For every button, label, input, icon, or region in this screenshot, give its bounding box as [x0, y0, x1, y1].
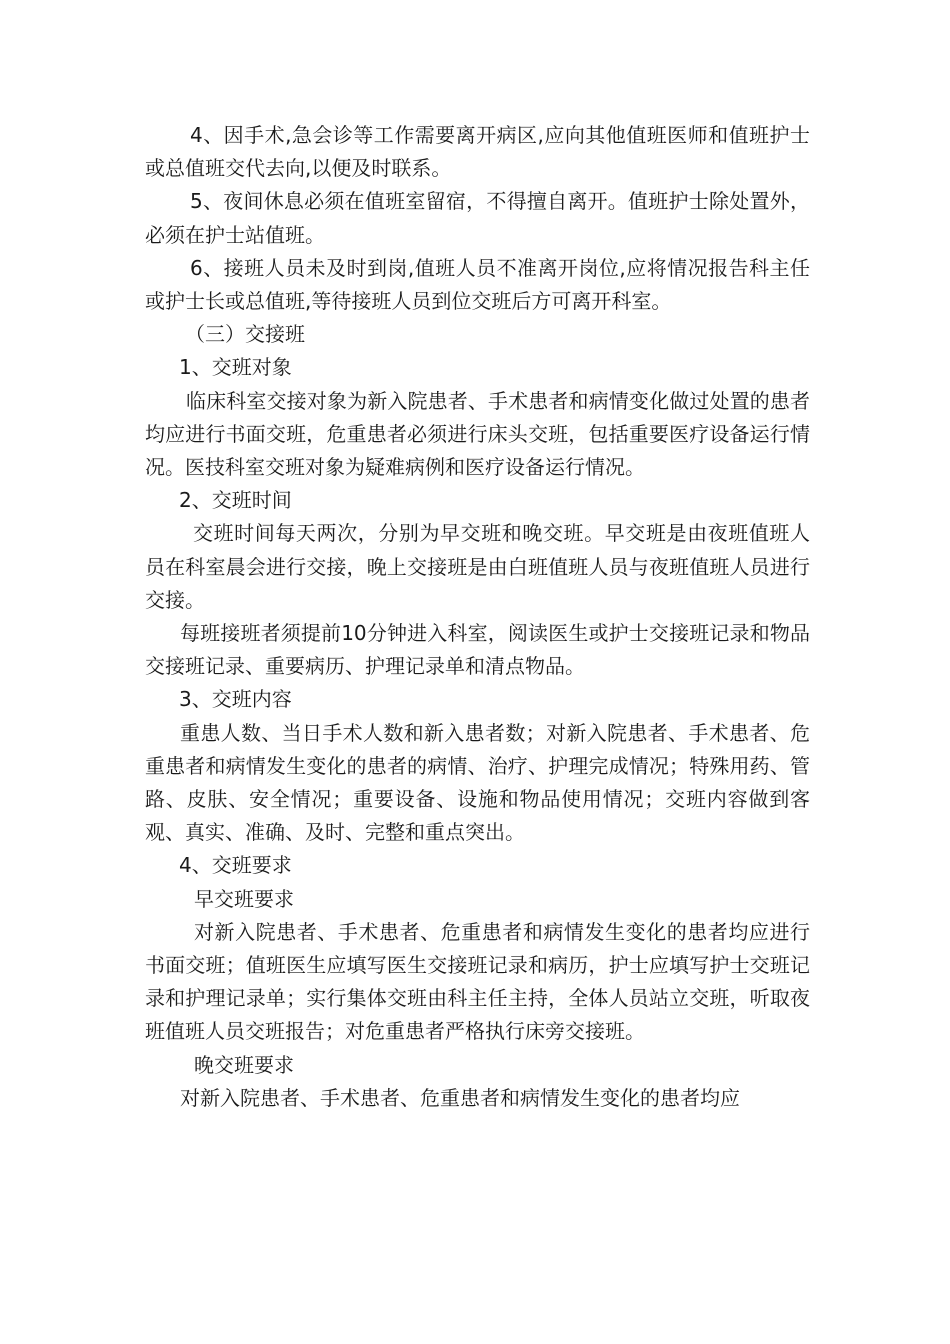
- paragraph-duty-leave-ward: 4、因手术,急会诊等工作需要离开病区,应向其他值班医师和值班护士或总值班交代去向,以便及时联系。: [145, 123, 810, 181]
- paragraph-arrive-early: 每班接班者须提前10分钟进入科室，阅读医生或护士交接班记录和物品交接班记录、重要病历、护理记录单和清点物品。: [145, 621, 810, 679]
- section-heading-handover: （三）交接班: [185, 322, 305, 347]
- subheading-morning-requirements: 早交班要求: [194, 886, 294, 911]
- subheading-evening-requirements: 晚交班要求: [194, 1052, 294, 1077]
- document-body: [145, 119, 810, 1115]
- paragraph-handover-objects: 临床科室交接对象为新入院患者、手术患者和病情变化做过处置的患者均应进行书面交班，危重患者必须进行床头交班，包括重要医疗设备运行情况。医技科室交班对象为疑难病例和医疗设备运行情况。: [145, 388, 810, 480]
- paragraph-handover-time: 交班时间每天两次，分别为早交班和晚交班。早交班是由夜班值班人员在科室晨会进行交接，晚上交接班是由白班值班人员与夜班值班人员进行交接。: [145, 521, 810, 612]
- subheading-handover-content: 3、交班内容: [179, 687, 292, 712]
- paragraph-night-rest: 5、夜间休息必须在值班室留宿，不得擅自离开。值班护士除处置外，必须在护士站值班。: [145, 189, 810, 247]
- paragraph-evening-requirements: 对新入院患者、手术患者、危重患者和病情发生变化的患者均应: [180, 1085, 740, 1110]
- subheading-handover-requirements: 4、交班要求: [179, 853, 292, 878]
- subheading-handover-time: 2、交班时间: [179, 488, 292, 513]
- paragraph-handover-content: 重患人数、当日手术人数和新入患者数；对新入院患者、手术患者、危重患者和病情发生变化的患者的病情、治疗、护理完成情况；特殊用药、管路、皮肤、安全情况；重要设备、设施和物品使用情况；交班内容做到客观、真实、准确、及时、完整和重点突出。: [145, 720, 810, 845]
- subheading-handover-objects: 1、交班对象: [179, 355, 292, 380]
- paragraph-morning-requirements: 对新入院患者、手术患者、危重患者和病情发生变化的患者均应进行书面交班；值班医生应填写医生交接班记录和病历，护士应填写护士交班记录和护理记录单；实行集体交班由科主任主持，全体人员站立交班，听取夜班值班人员交班报告；对危重患者严格执行床旁交接班。: [145, 919, 810, 1044]
- paragraph-late-relief: 6、接班人员未及时到岗,值班人员不准离开岗位,应将情况报告科主任或护士长或总值班,等待接班人员到位交班后方可离开科室。: [145, 255, 810, 314]
